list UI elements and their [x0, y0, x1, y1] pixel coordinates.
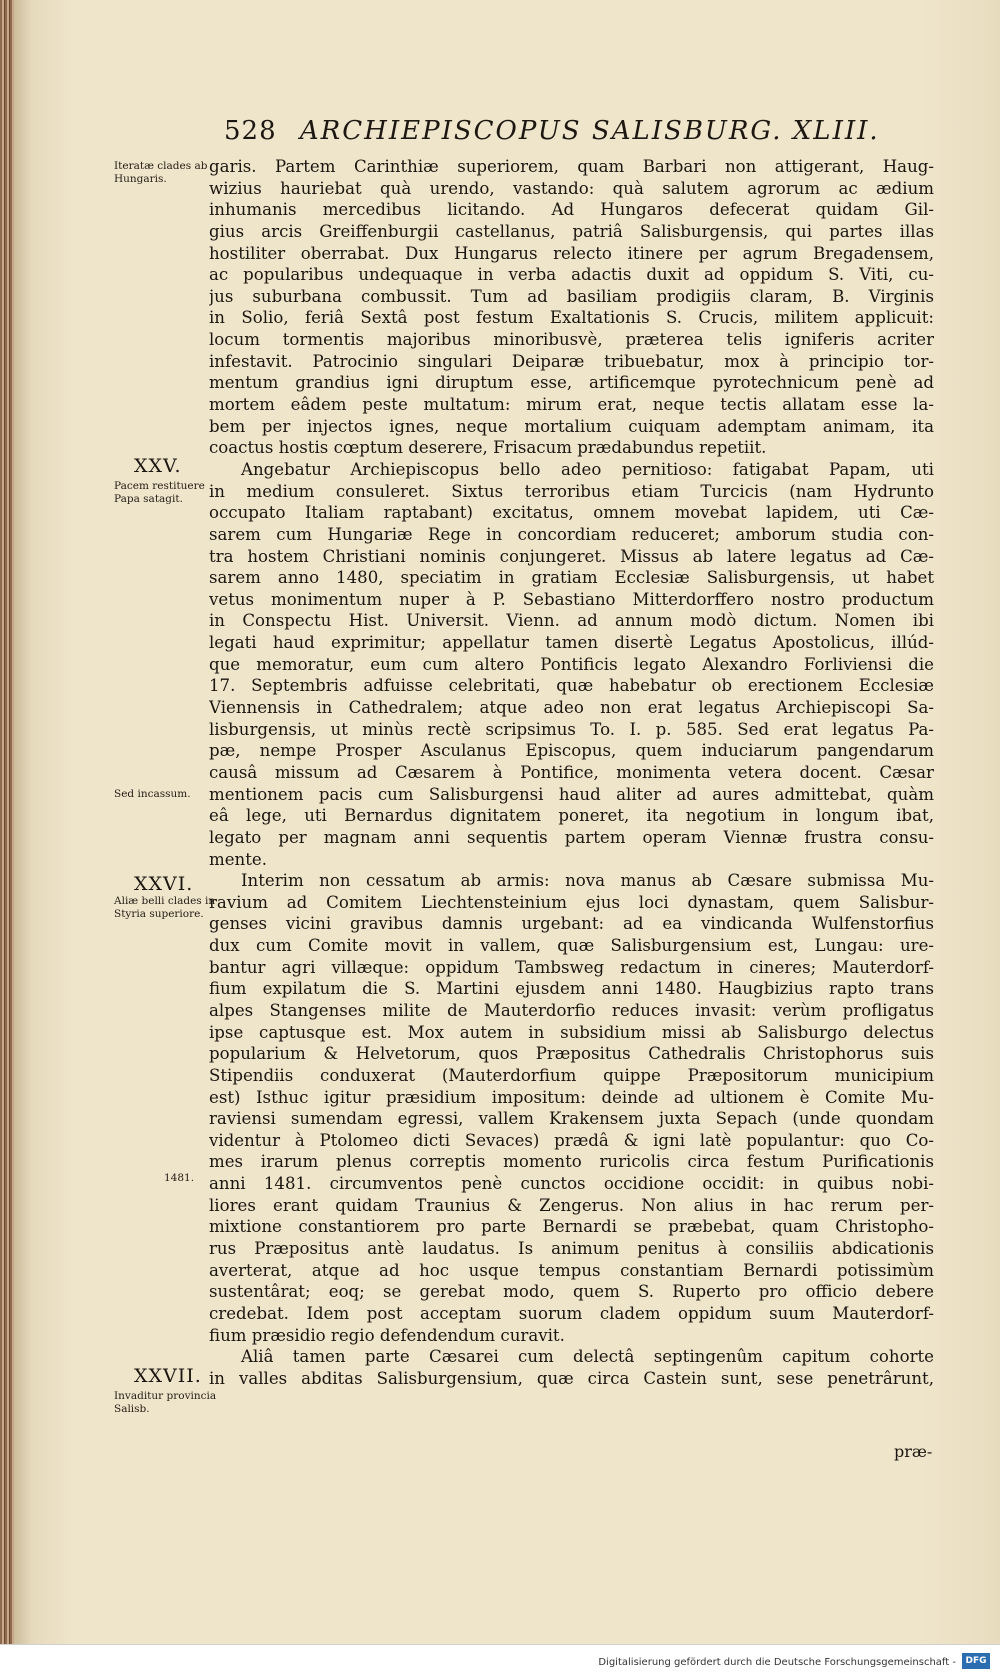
- text-line: tra hostem Christiani nominis conjungeret. Missus ab latere legatus ad Cæ-: [209, 546, 934, 566]
- text-line: inhumanis mercedibus licitando. Ad Hungaros defecerat quidam Gil-: [209, 200, 934, 220]
- text-line: Viennensis in Cathedralem; atque adeo non erat legatus Archiepiscopi Sa-: [209, 698, 934, 718]
- text-line: averterat, atque ad hoc usque tempus constantiam Bernardi potissimùm: [209, 1260, 934, 1280]
- running-head: [224, 116, 924, 146]
- text-line: fium præsidio regio defendendum curavit.: [209, 1325, 565, 1345]
- text-line: que memoratur, eum cum altero Pontificis legato Alexandro Forliviensi die: [209, 654, 934, 674]
- text-line: sustentârat; eoq; se gerebat modo, quem S. Ruperto pro officio debere: [209, 1282, 934, 1302]
- text-line: Stipendiis conduxerat (Mauterdorfium quippe Præpositorum municipium: [209, 1065, 934, 1085]
- margin-note-iteratae-clades: Iteratæ clades ab Hungaris.: [114, 160, 208, 185]
- text-line: eâ lege, uti Bernardus dignitatem poneret, ita negotium in longum ibat,: [209, 806, 934, 826]
- page-number: 528: [224, 116, 277, 146]
- text-line: mentionem pacis cum Salisburgensi haud aliter ad aures admittebat, quàm: [209, 784, 934, 804]
- text-line: wizius hauriebat quà urendo, vastando: quà salutem agrorum ac ædium: [209, 178, 934, 198]
- text-line: locum tormentis majoribus minoribusvè, præterea telis igniferis acriter: [209, 330, 934, 350]
- text-line: credebat. Idem post acceptam suorum cladem oppidum suum Mauterdorf-: [209, 1303, 934, 1323]
- margin-note-year-1481: 1481.: [164, 1172, 195, 1184]
- text-line: ipse captusque est. Mox autem in subsidium missi ab Salisburgo delectus: [209, 1022, 934, 1042]
- text-line: mixtione constantiorem pro parte Bernardi se præbebat, quam Christopho-: [209, 1217, 934, 1237]
- text-line: raviensi sumendam egressi, vallem Krakensem juxta Sepach (unde quondam: [209, 1109, 934, 1129]
- text-line: gius arcis Greiffenburgii castellanus, patriâ Salisburgensis, qui partes illas: [209, 221, 934, 241]
- text-line: in valles abditas Salisburgensium, quæ circa Castein sunt, sese penetrârunt,: [209, 1368, 934, 1388]
- text-line: alpes Stangenses milite de Mauterdorfio reduces invasit: verùm profligatus: [209, 1000, 934, 1020]
- text-line: dux cum Comite movit in vallem, quæ Salisburgensium est, Lungau: ure-: [209, 936, 934, 956]
- text-line: est) Isthuc igitur præsidium impositum: deinde ad ultionem è Comite Mu-: [209, 1087, 934, 1107]
- text-line: videntur à Ptolomeo dicti Sevaces) prædâ & igni latè populantur: quo Co-: [209, 1130, 934, 1150]
- footer-bar: [0, 1644, 1000, 1677]
- text-line: garis. Partem Carinthiæ superiorem, quam Barbari non attigerant, Haug-: [209, 157, 934, 176]
- text-line: in Conspectu Hist. Universit. Vienn. ad annum modò dictum. Nomen ibi: [209, 611, 934, 631]
- text-line: pæ, nempe Prosper Asculanus Episcopus, quem induciarum pangendarum: [209, 741, 934, 761]
- margin-note-sed-incassum: Sed incassum.: [114, 788, 191, 800]
- margin-note-invaditur: Invaditur provincia Salisb.: [114, 1390, 217, 1415]
- book-spine-edge: [0, 0, 14, 1644]
- text-line: coactus hostis cœptum deserere, Frisacum prædabundus repetiit.: [209, 438, 767, 458]
- text-line: fium expilatum die S. Martini ejusdem anni 1480. Haugbizius rapto trans: [209, 979, 934, 999]
- text-line: causâ missum ad Cæsarem à Pontifice, monimenta vetera docent. Cæsar: [209, 762, 934, 782]
- text-line: rus Præpositus antè laudatus. Is animum penitus à consiliis abdicationis: [209, 1239, 934, 1259]
- text-line: in medium consuleret. Sixtus terroribus etiam Turcicis (nam Hydrunto: [209, 481, 934, 501]
- text-line: popularium & Helvetorum, quos Præpositus Cathedralis Christophorus suis: [209, 1044, 934, 1064]
- text-line: hostiliter oberrabat. Dux Hungarus relecto itinere per agrum Bregadensem,: [209, 243, 934, 263]
- section-number-xxvi: XXVI.: [134, 873, 194, 895]
- text-line: genses vicini gravibus damnis urgebant: ad ea vindicanda Wulfenstorfius: [209, 914, 934, 934]
- text-line: Interim non cessatum ab armis: nova manus ab Cæsare submissa Mu-: [241, 871, 934, 891]
- text-line: Angebatur Archiepiscopus bello adeo pernitioso: fatigabat Papam, uti: [241, 459, 934, 479]
- text-line: mentum grandius igni diruptum esse, artificemque pyrotechnicum penè ad: [209, 373, 934, 393]
- text-line: legato per magnam anni sequentis partem operam Viennæ frustra consu-: [209, 827, 934, 847]
- book-page: [14, 0, 1000, 1644]
- text-line: sarem cum Hungariæ Rege in concordiam reduceret; amborum studia con-: [209, 524, 934, 544]
- text-line: liores erant quidam Traunius & Zengerus. Non alius in hac rerum per-: [209, 1195, 934, 1215]
- text-line: ravium ad Comitem Liechtensteinium ejus loci dynastam, quem Salisbur-: [209, 892, 934, 912]
- section-number-xxvii: XXVII.: [134, 1365, 202, 1387]
- text-line: sarem anno 1480, speciatim in gratiam Ecclesiæ Salisburgensis, ut habet: [209, 568, 934, 588]
- text-line: vetus monimentum nuper à P. Sebastiano Mitterdorffero nostro productum: [209, 589, 934, 609]
- text-line: mortem eâdem peste multatum: mirum erat, neque tectis allatam esse la-: [209, 395, 934, 415]
- text-line: jus suburbana combussit. Tum ad basiliam prodigiis claram, B. Virginis: [209, 286, 934, 306]
- dfg-logo: DFG: [962, 1653, 990, 1669]
- text-line: occupato Italiam raptabant) excitatus, omnem movebat lapidem, uti Cæ-: [209, 503, 934, 523]
- body-text: [209, 156, 934, 1390]
- text-line: ac popularibus undequaque in verba adactis duxit ad oppidum S. Viti, cu-: [209, 265, 934, 285]
- running-head-title: ARCHIEPISCOPUS SALISBURG. XLIII.: [299, 116, 880, 146]
- text-line: 17. Septembris adfuisse celebritati, quæ habebatur ob erectionem Ecclesiæ: [209, 676, 934, 696]
- text-line: in Solio, feriâ Sextâ post festum Exaltationis S. Crucis, militem applicuit:: [209, 308, 934, 328]
- section-number-xxv: XXV.: [134, 455, 182, 477]
- text-line: mente.: [209, 849, 268, 869]
- text-line: bem per injectos ignes, neque mortalium cuiquam ademptam animam, ita: [209, 416, 934, 436]
- text-line: infestavit. Patrocinio singulari Deiparæ tribuebatur, mox à principio tor-: [209, 351, 934, 371]
- catchword: præ-: [894, 1442, 933, 1461]
- text-line: Aliâ tamen parte Cæsarei cum delectâ septingenûm capitum cohorte: [241, 1347, 934, 1367]
- text-line: mes irarum plenus correptis momento ruricolis circa festum Purificationis: [209, 1152, 934, 1172]
- margin-note-pacem: Pacem restituere Papa satagit.: [114, 480, 205, 505]
- text-line: anni 1481. circumventos penè cunctos occidione occidit: in quibus nobi-: [209, 1174, 934, 1194]
- text-line: lisburgensis, ut minùs rectè scripsimus To. I. p. 585. Sed erat legatus Pa-: [209, 719, 934, 739]
- footer-credit: Digitalisierung gefördert durch die Deutsche Forschungsgemeinschaft -: [598, 1657, 956, 1668]
- margin-note-aliae-belli: Aliæ belli clades in Styria superiore.: [114, 895, 216, 920]
- text-line: bantur agri villæque: oppidum Tambsweg redactum in cineres; Mauterdorf-: [209, 957, 934, 977]
- text-line: legati haud exprimitur; appellatur tamen disertè Legatus Apostolicus, illúd-: [209, 633, 934, 653]
